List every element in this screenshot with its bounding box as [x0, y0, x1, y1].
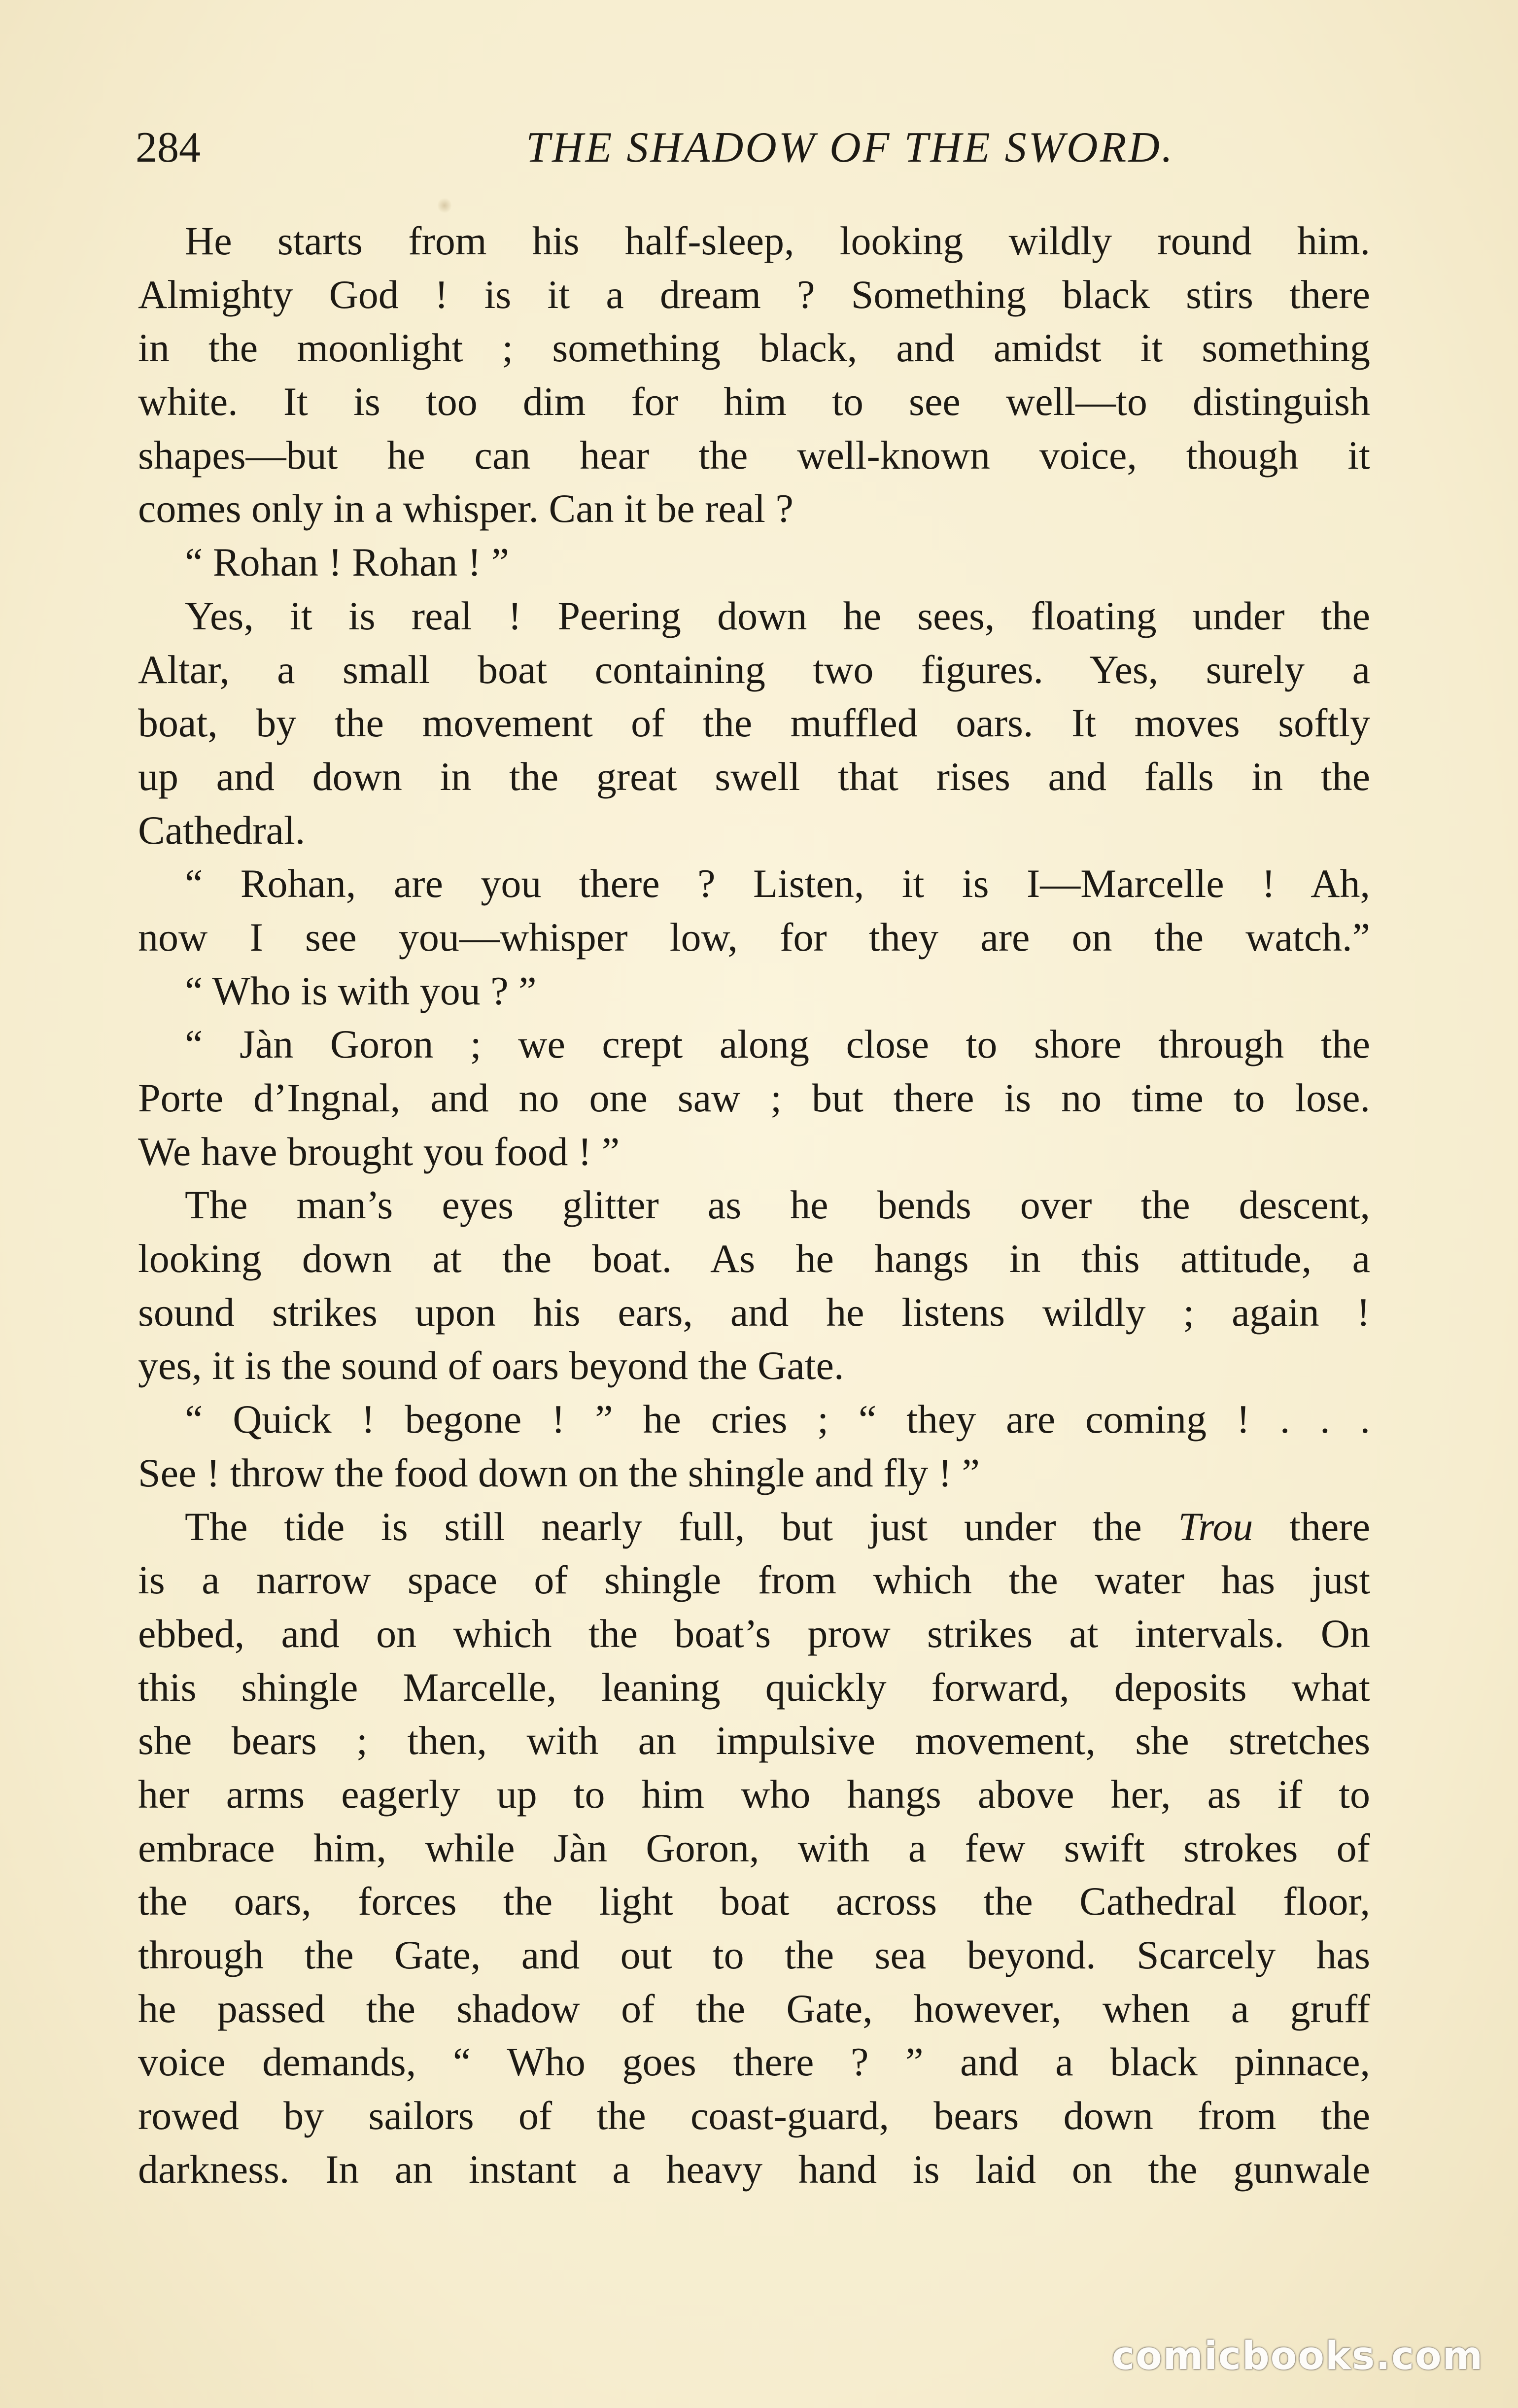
text-line: white. It is too dim for him to see well—to distinguish — [138, 379, 1370, 424]
text-line: boat, by the movement of the muffled oars. It moves softly — [138, 700, 1370, 746]
text-line: up and down in the great swell that rises and falls in the — [138, 754, 1370, 799]
page-number: 284 — [136, 124, 201, 172]
text-line: her arms eagerly up to him who hangs above her, as if to — [138, 1771, 1370, 1817]
text-line: through the Gate, and out to the sea beyond. Scarcely has — [138, 1932, 1370, 1977]
body-text — [138, 214, 1370, 2196]
text-line: Altar, a small boat containing two figures. Yes, surely a — [138, 647, 1370, 692]
text-line: Almighty God ! is it a dream ? Something black stirs there — [138, 272, 1370, 317]
text-line: the oars, forces the light boat across the Cathedral floor, — [138, 1879, 1370, 1924]
text-line: Porte d’Ingnal, and no one saw ; but there is no time to lose. — [138, 1075, 1370, 1120]
running-title: THE SHADOW OF THE SWORD. — [526, 124, 1174, 172]
text-line: this shingle Marcelle, leaning quickly forward, deposits what — [138, 1664, 1370, 1710]
text-line: “ Who is with you ? ” — [185, 968, 537, 1013]
text-line-with-italic — [138, 1500, 1370, 1554]
text-line: is a narrow space of shingle from which the water has just — [138, 1557, 1370, 1603]
text-line: rowed by sailors of the coast-guard, bears down from the — [138, 2093, 1370, 2138]
text-line: ebbed, and on which the boat’s prow strikes at intervals. On — [138, 1611, 1370, 1656]
text-line: shapes—but he can hear the well-known voice, though it — [138, 432, 1370, 478]
text-line: in the moonlight ; something black, and amidst it something — [138, 325, 1370, 371]
text-line: “ Jàn Goron ; we crept along close to shore through the — [185, 1022, 1370, 1067]
text-line: He starts from his half-sleep, looking wildly round him. — [185, 218, 1370, 263]
text-line: embrace him, while Jàn Goron, with a few swift strokes of — [138, 1825, 1370, 1870]
text-line: Cathedral. — [138, 807, 306, 853]
text-line: We have brought you food ! ” — [138, 1129, 620, 1174]
text-line: sound strikes upon his ears, and he listens wildly ; again ! — [138, 1289, 1370, 1335]
text-line: “ Quick ! begone ! ” he cries ; “ they are coming ! . . . — [185, 1397, 1370, 1442]
text-line: she bears ; then, with an impulsive movement, she stretches — [138, 1718, 1370, 1763]
text-line: yes, it is the sound of oars beyond the Gate. — [138, 1343, 844, 1388]
watermark-logo: comicbooks.com — [1111, 2334, 1484, 2378]
text-line: The man’s eyes glitter as he bends over the descent, — [185, 1182, 1370, 1228]
text-line: looking down at the boat. As he hangs in this attitude, a — [138, 1236, 1370, 1281]
text-line: Yes, it is real ! Peering down he sees, floating under the — [185, 593, 1370, 638]
text-span: The tide is still nearly full, but just under the — [185, 1504, 1142, 1549]
text-line: See ! throw the food down on the shingle and fly ! ” — [138, 1450, 980, 1495]
text-line: now I see you—whisper low, for they are on the watch.” — [138, 914, 1370, 960]
text-span: there — [1289, 1504, 1370, 1549]
text-line: “ Rohan ! Rohan ! ” — [185, 540, 510, 585]
paper-smudge — [438, 197, 451, 214]
text-line: he passed the shadow of the Gate, however, when a gruff — [138, 1986, 1370, 2031]
text-line: darkness. In an instant a heavy hand is laid on the gunwale — [138, 2146, 1370, 2192]
text-line: comes only in a whisper. Can it be real ? — [138, 486, 794, 531]
italic-word: Trou — [1178, 1504, 1253, 1549]
page-header — [136, 118, 1368, 177]
text-line: “ Rohan, are you there ? Listen, it is I—Marcelle ! Ah, — [185, 861, 1370, 906]
text-line: voice demands, “ Who goes there ? ” and a black pinnace, — [138, 2039, 1370, 2085]
